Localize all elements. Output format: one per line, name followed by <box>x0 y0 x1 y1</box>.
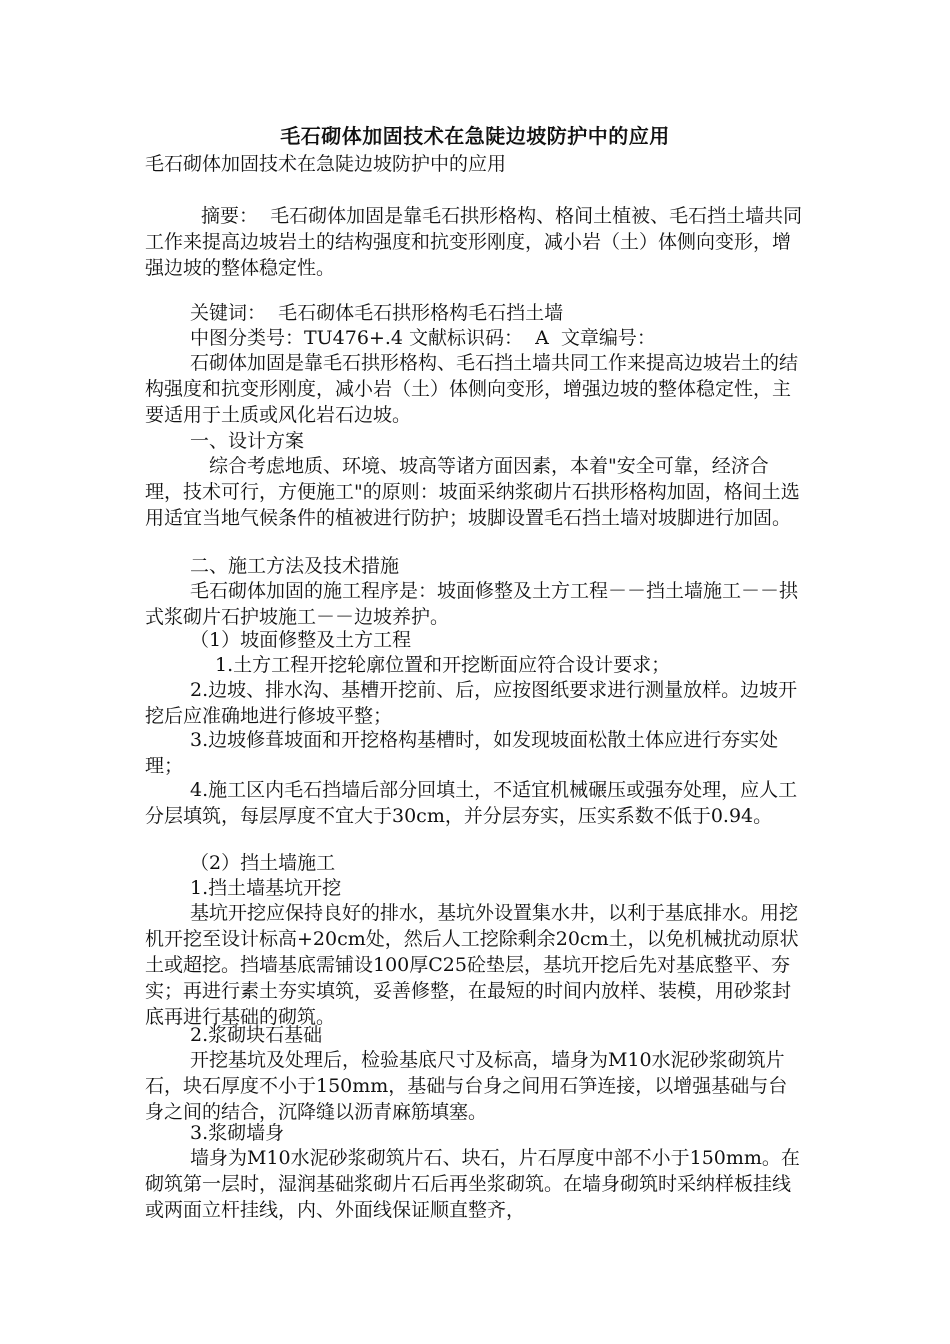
subsection1-heading: （1）坡面修整及土方工程 <box>190 629 412 651</box>
section2-heading: 二、施工方法及技术措施 <box>190 555 400 577</box>
abstract-paragraph: 摘要： 毛石砌体加固是靠毛石拱形格构、格间土植被、毛石挡土墙共同工作来提高边坡岩土的结构强度和抗变形刚度，减小岩（土）体侧向变形，增强边坡的整体稳定性。 <box>145 205 803 279</box>
keywords-line: 关键词： 毛石砌体毛石拱形格构毛石挡土墙 <box>190 302 564 324</box>
subsection2-item2-heading: 2.浆砌块石基础 <box>190 1024 323 1046</box>
classification-line: 中图分类号：TU476+.4 文献标识码： A 文章编号： <box>190 327 656 349</box>
section2-paragraph: 毛石砌体加固的施工程序是：坡面修整及土方工程－－挡土墙施工－－拱式浆砌片石护坡施工－－边坡养护。 <box>145 580 799 628</box>
section1-paragraph: 综合考虑地质、环境、坡高等诸方面因素，本着"安全可靠，经济合理，技术可行，方便施工"的原则：坡面采纳浆砌片石拱形格构加固，格间土选用适宜当地气候条件的植被进行防护；坡脚设置毛石挡土墙对坡脚进行加固。 <box>145 455 800 529</box>
document-subtitle: 毛石砌体加固技术在急陡边坡防护中的应用 <box>145 153 507 175</box>
subsection2-item3-heading: 3.浆砌墙身 <box>190 1122 285 1144</box>
subsection1-item2: 2.边坡、排水沟、基槽开挖前、后，应按图纸要求进行测量放样。边坡开挖后应准确地进行修坡平整； <box>145 679 798 727</box>
subsection1-item4: 4.施工区内毛石挡墙后部分回填土，不适宜机械碾压或强夯处理，应人工分层填筑，每层厚度不宜大于30cm，并分层夯实，压实系数不低于0.94。 <box>145 779 798 827</box>
document-title: 毛石砌体加固技术在急陡边坡防护中的应用 <box>280 124 670 148</box>
subsection1-item3: 3.边坡修葺坡面和开挖格构基槽时，如发现坡面松散土体应进行夯实处理； <box>145 729 779 777</box>
subsection2-heading: （2）挡土墙施工 <box>190 852 336 874</box>
subsection2-item3-paragraph: 墙身为M10水泥砂浆砌筑片石、块石，片石厚度中部不小于150mm。在砌筑第一层时，湿润基础浆砌片石后再坐浆砌筑。在墙身砌筑时采纳样板挂线或两面立杆挂线，内、外面线保证顺直整齐， <box>145 1147 800 1221</box>
subsection1-item1: 1.土方工程开挖轮廓位置和开挖断面应符合设计要求； <box>215 654 671 676</box>
subsection2-item2-paragraph: 开挖基坑及处理后，检验基底尺寸及标高，墙身为M10水泥砂浆砌筑片石，块石厚度不小于150mm，基础与台身之间用石笋连接，以增强基础与台身之间的结合，沉降缝以沥青麻筋填塞。 <box>145 1049 788 1123</box>
subsection2-item1-heading: 1.挡土墙基坑开挖 <box>190 877 342 899</box>
intro-paragraph: 石砌体加固是靠毛石拱形格构、毛石挡土墙共同工作来提高边坡岩土的结构强度和抗变形刚度，减小岩（土）体侧向变形，增强边坡的整体稳定性，主要适用于土质或风化岩石边坡。 <box>145 352 799 426</box>
section1-heading: 一、设计方案 <box>190 430 305 452</box>
subsection2-item1-paragraph: 基坑开挖应保持良好的排水，基坑外设置集水井，以利于基底排水。用挖机开挖至设计标高+20cm处，然后人工挖除剩余20cm土，以免机械扰动原状土或超挖。挡墙基底需铺设100厚C25砼垫层，基坑开挖后先对基底整平、夯实；再进行素土夯实填筑，妥善修整，在最短的时间内放样、装模，用砂浆封底再进行基础的砌筑。 <box>145 902 799 1028</box>
